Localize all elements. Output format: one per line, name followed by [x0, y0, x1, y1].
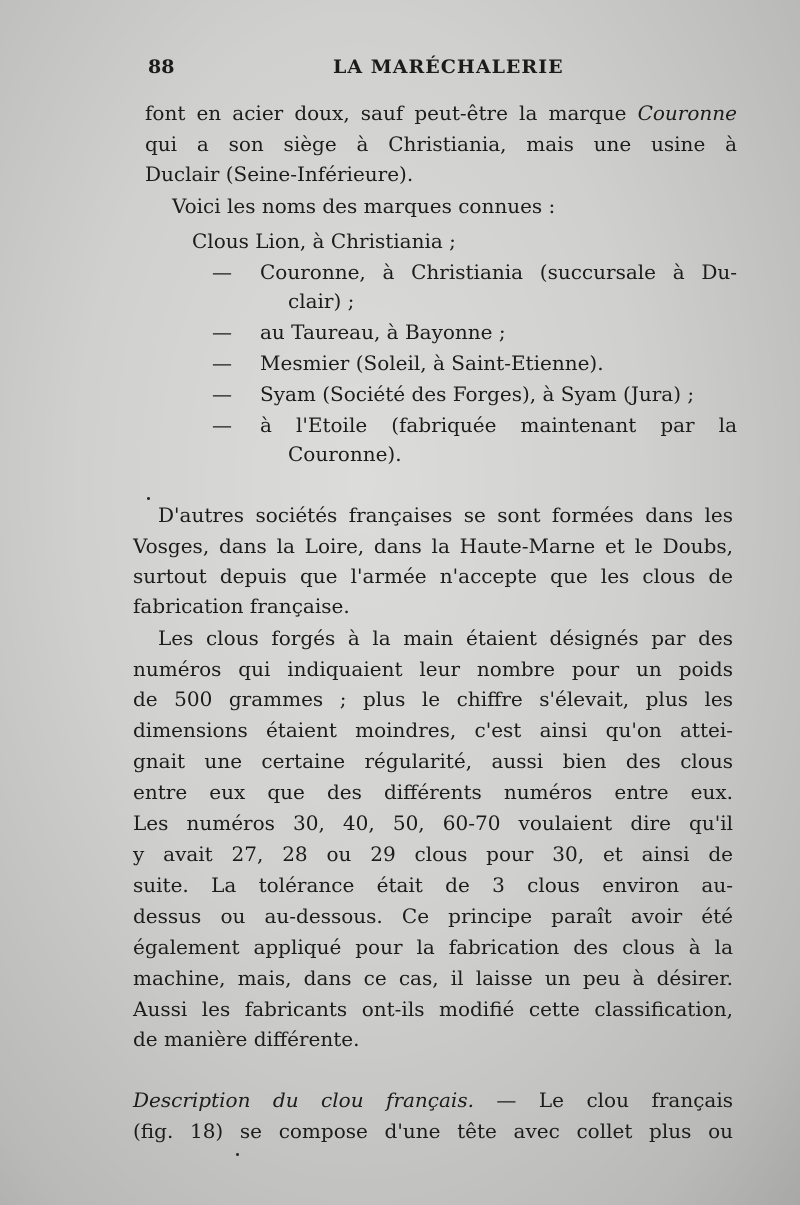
ink-speck [236, 1153, 239, 1156]
em-dash: — [212, 260, 232, 284]
ink-speck [147, 497, 150, 500]
brand-list-item: — Mesmier (Soleil, à Saint-Etienne). [212, 351, 604, 375]
text-line: qui a son siège à Christiania, mais une usine à [145, 132, 737, 156]
text-line: Les clous forgés à la main étaient désignés par des [158, 626, 733, 650]
em-dash: — [212, 351, 232, 375]
em-dash: — [212, 320, 232, 344]
text-line: Aussi les fabricants ont-ils modifié cette classification, [133, 997, 733, 1021]
section-heading: Description du clou français. [133, 1088, 474, 1112]
description-heading-line: Description du clou français. — Le clou français [133, 1088, 733, 1112]
text-line: également appliqué pour la fabrication des clous à la [133, 935, 733, 959]
brand-list-item: — à l'Etoile (fabriquée maintenant par la [212, 413, 737, 437]
running-head: LA MARÉCHALERIE [333, 56, 564, 78]
text-line: gnait une certaine régularité, aussi bien des clous [133, 749, 733, 773]
text-line: dessus ou au-dessous. Ce principe paraît avoir été [133, 904, 733, 928]
text-line: machine, mais, dans ce cas, il laisse un peu à désirer. [133, 966, 733, 990]
brand-list-first: Clous Lion, à Christiania ; [192, 229, 456, 253]
em-dash: — [212, 413, 232, 437]
text-line: de manière différente. [133, 1027, 360, 1051]
text-line: fabrication française. [133, 594, 350, 618]
intro-line: Voici les noms des marques connues : [172, 194, 556, 218]
page-number: 88 [148, 56, 175, 78]
italic-word: Couronne [637, 101, 737, 125]
text-line: D'autres sociétés françaises se sont formées dans les [158, 503, 733, 527]
text-line: (fig. 18) se compose d'une tête avec collet plus ou [133, 1119, 733, 1143]
em-dash: — [212, 382, 232, 406]
text-line: font en acier doux, sauf peut-être la marque Couronne [145, 101, 737, 125]
brand-list-item: — au Taureau, à Bayonne ; [212, 320, 506, 344]
text-line: numéros qui indiquaient leur nombre pour un poids [133, 657, 733, 681]
text-line: surtout depuis que l'armée n'accepte que les clous de [133, 564, 733, 588]
text-line: y avait 27, 28 ou 29 clous pour 30, et ainsi de [133, 842, 733, 866]
page-header [148, 56, 738, 82]
brand-list-continuation: Couronne). [288, 442, 402, 466]
text-line: entre eux que des différents numéros entre eux. [133, 780, 733, 804]
text-line: Vosges, dans la Loire, dans la Haute-Marne et le Doubs, [133, 534, 733, 558]
brand-list-continuation: clair) ; [288, 289, 355, 313]
text-line: suite. La tolérance était de 3 clous environ au- [133, 873, 733, 897]
brand-list-item: — Syam (Société des Forges), à Syam (Jura) ; [212, 382, 695, 406]
brand-list-item: — Couronne, à Christiania (succursale à Du- [212, 260, 737, 284]
text-line: de 500 grammes ; plus le chiffre s'élevait, plus les [133, 687, 733, 711]
text-line: Les numéros 30, 40, 50, 60-70 voulaient dire qu'il [133, 811, 733, 835]
text-line: dimensions étaient moindres, c'est ainsi qu'on attei- [133, 718, 733, 742]
text-line: Duclair (Seine-Inférieure). [145, 162, 414, 186]
